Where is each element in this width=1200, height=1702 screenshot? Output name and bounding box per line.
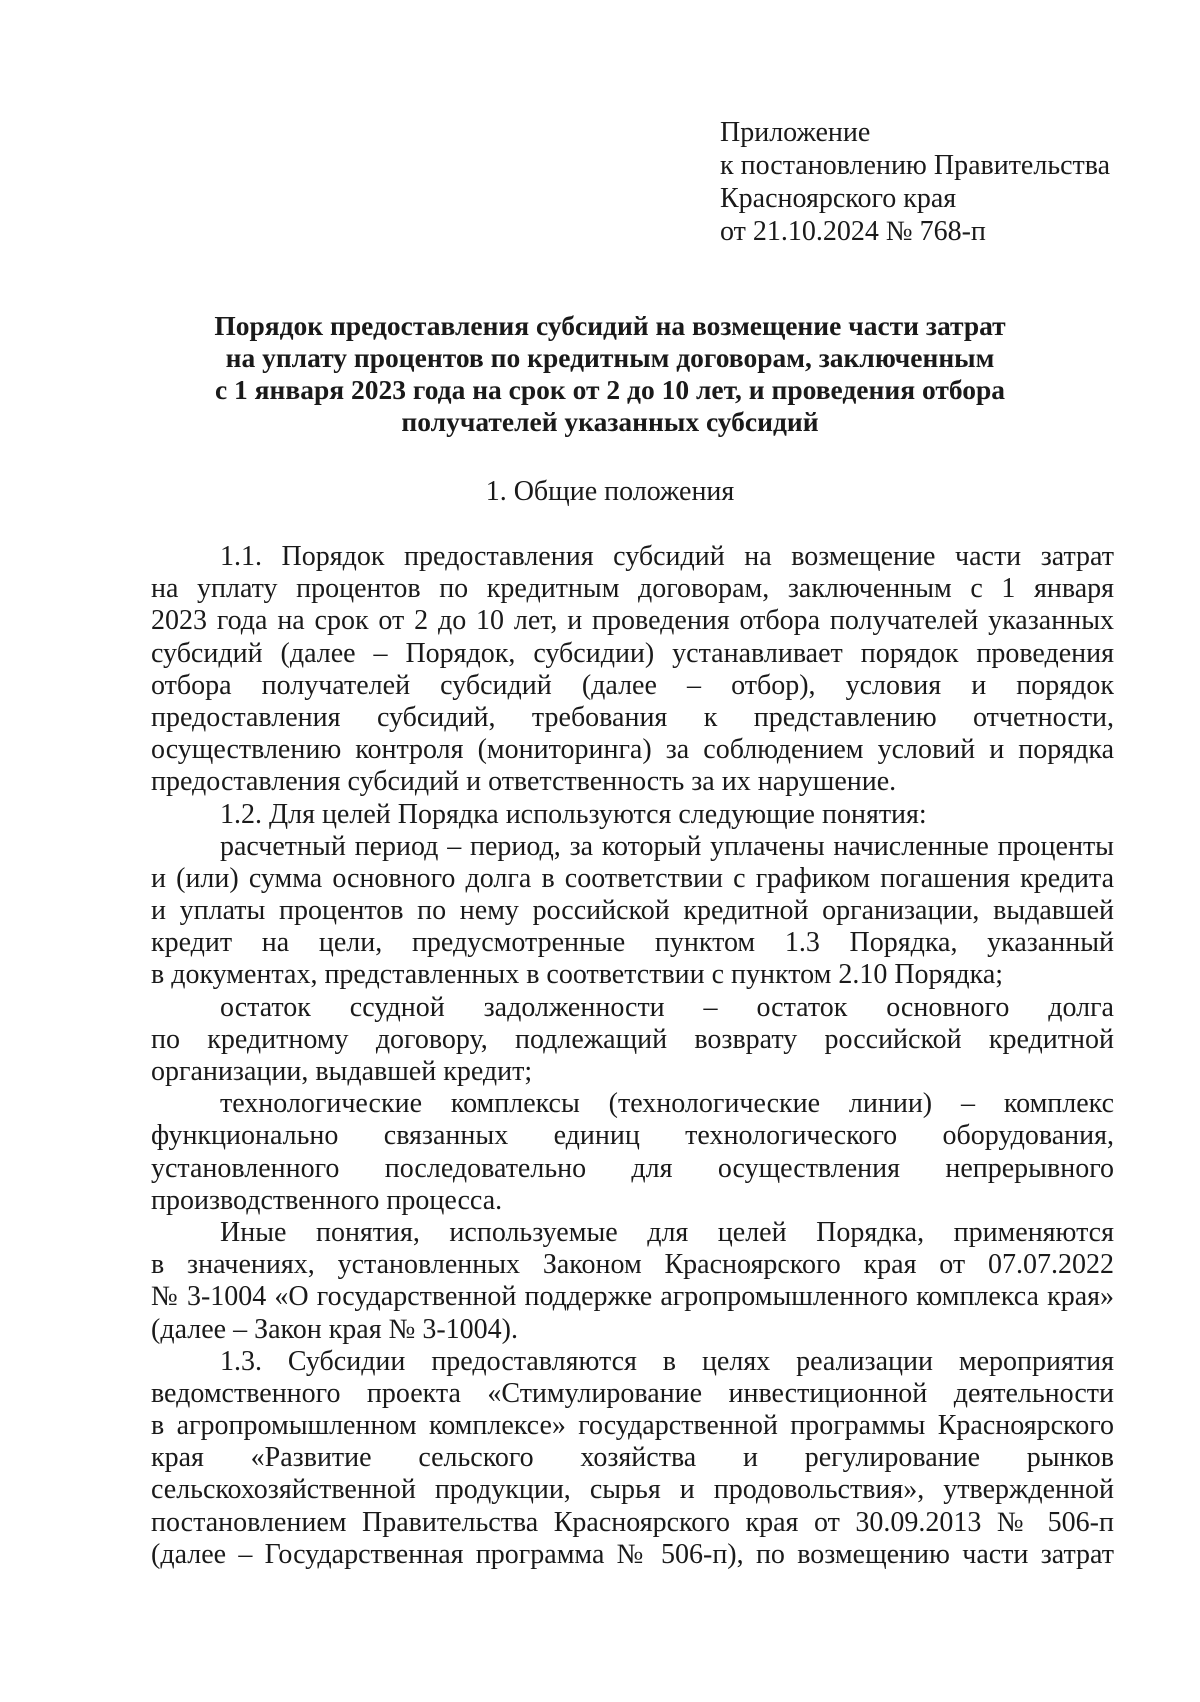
title-line: с 1 января 2023 года на срок от 2 до 10 лет, и проведения отбора [214, 374, 1006, 405]
body-line: предоставления субсидий и ответственность за их нарушение. [151, 766, 897, 798]
body-line: 1.1. Порядок предоставления субсидий на возмещение части затрат [220, 541, 1114, 572]
body-line: по кредитному договору, подлежащий возврату российской кредитной [151, 1023, 1114, 1055]
section-heading: 1. Общие положения [485, 476, 735, 507]
body-line: технологические комплексы (технологические линии) – комплекс [220, 1088, 1114, 1120]
body-line: ведомственного проекта «Стимулирование инвестиционной деятельности [151, 1377, 1114, 1409]
body-line: осуществлению контроля (мониторинга) за соблюдением условий и порядка [151, 734, 1114, 766]
body-line: 1.2. Для целей Порядка используются следующие понятия: [220, 798, 927, 830]
body-line: в значениях, установленных Законом Красноярского края от 07.07.2022 [151, 1249, 1114, 1281]
title-line: Порядок предоставления субсидий на возмещение части затрат [214, 310, 1006, 341]
body-line: предоставления субсидий, требования к представлению отчетности, [151, 701, 1114, 733]
body-line: постановлением Правительства Красноярского края от 30.09.2013 № 506-п [151, 1506, 1114, 1538]
body-line: и (или) сумма основного долга в соответствии с графиком погашения кредита [151, 862, 1114, 894]
body-line: в документах, представленных в соответствии с пунктом 2.10 Порядка; [151, 959, 1004, 991]
body-line: края «Развитие сельского хозяйства и регулирование рынков [151, 1442, 1114, 1474]
body-line: 1.3. Субсидии предоставляются в целях реализации мероприятия [220, 1345, 1114, 1377]
appendix-date-line: от 21.10.2024 № 768-п [720, 216, 986, 247]
body-line: кредит на цели, предусмотренные пунктом 1.3 Порядка, указанный [151, 927, 1114, 959]
body-line: 2023 года на срок от 2 до 10 лет, и проведения отбора получателей указанных [151, 605, 1114, 637]
body-line: (далее – Государственная программа № 506-п), по возмещению части затрат [151, 1538, 1114, 1570]
body-line: функционально связанных единиц технологического оборудования, [151, 1120, 1114, 1152]
body-line: сельскохозяйственной продукции, сырья и продовольствия», утвержденной [151, 1474, 1114, 1506]
body-line: остаток ссудной задолженности – остаток основного долга [220, 991, 1114, 1023]
appendix-line: Приложение [720, 117, 871, 148]
body-line: установленного последовательно для осуществления непрерывного [151, 1152, 1114, 1184]
document-title [150, 310, 1070, 438]
document-body [151, 541, 1114, 1571]
body-line: отбора получателей субсидий (далее – отбор), условия и порядок [151, 669, 1114, 701]
appendix-block [720, 116, 1110, 248]
body-line: (далее – Закон края № 3-1004). [151, 1313, 518, 1345]
body-line: расчетный период – период, за который уплачены начисленные проценты [220, 830, 1114, 862]
body-line: субсидий (далее – Порядок, субсидии) устанавливает порядок проведения [151, 637, 1114, 669]
body-line: и уплаты процентов по нему российской кредитной организации, выдавшей [151, 895, 1114, 927]
title-line: получателей указанных субсидий [401, 406, 819, 437]
body-line: организации, выдавшей кредит; [151, 1056, 533, 1087]
body-line: № 3-1004 «О государственной поддержке агропромышленного комплекса края» [151, 1281, 1114, 1313]
appendix-line: к постановлению Правительства [720, 150, 1111, 181]
body-line: Иные понятия, используемые для целей Порядка, применяются [220, 1216, 1114, 1248]
body-line: на уплату процентов по кредитным договорам, заключенным с 1 января [151, 573, 1114, 605]
appendix-line: Красноярского края [720, 183, 957, 214]
body-line: в агропромышленном комплексе» государственной программы Красноярского [151, 1410, 1114, 1442]
title-line: на уплату процентов по кредитным договорам, заключенным [225, 342, 995, 373]
body-line: производственного процесса. [151, 1184, 503, 1216]
